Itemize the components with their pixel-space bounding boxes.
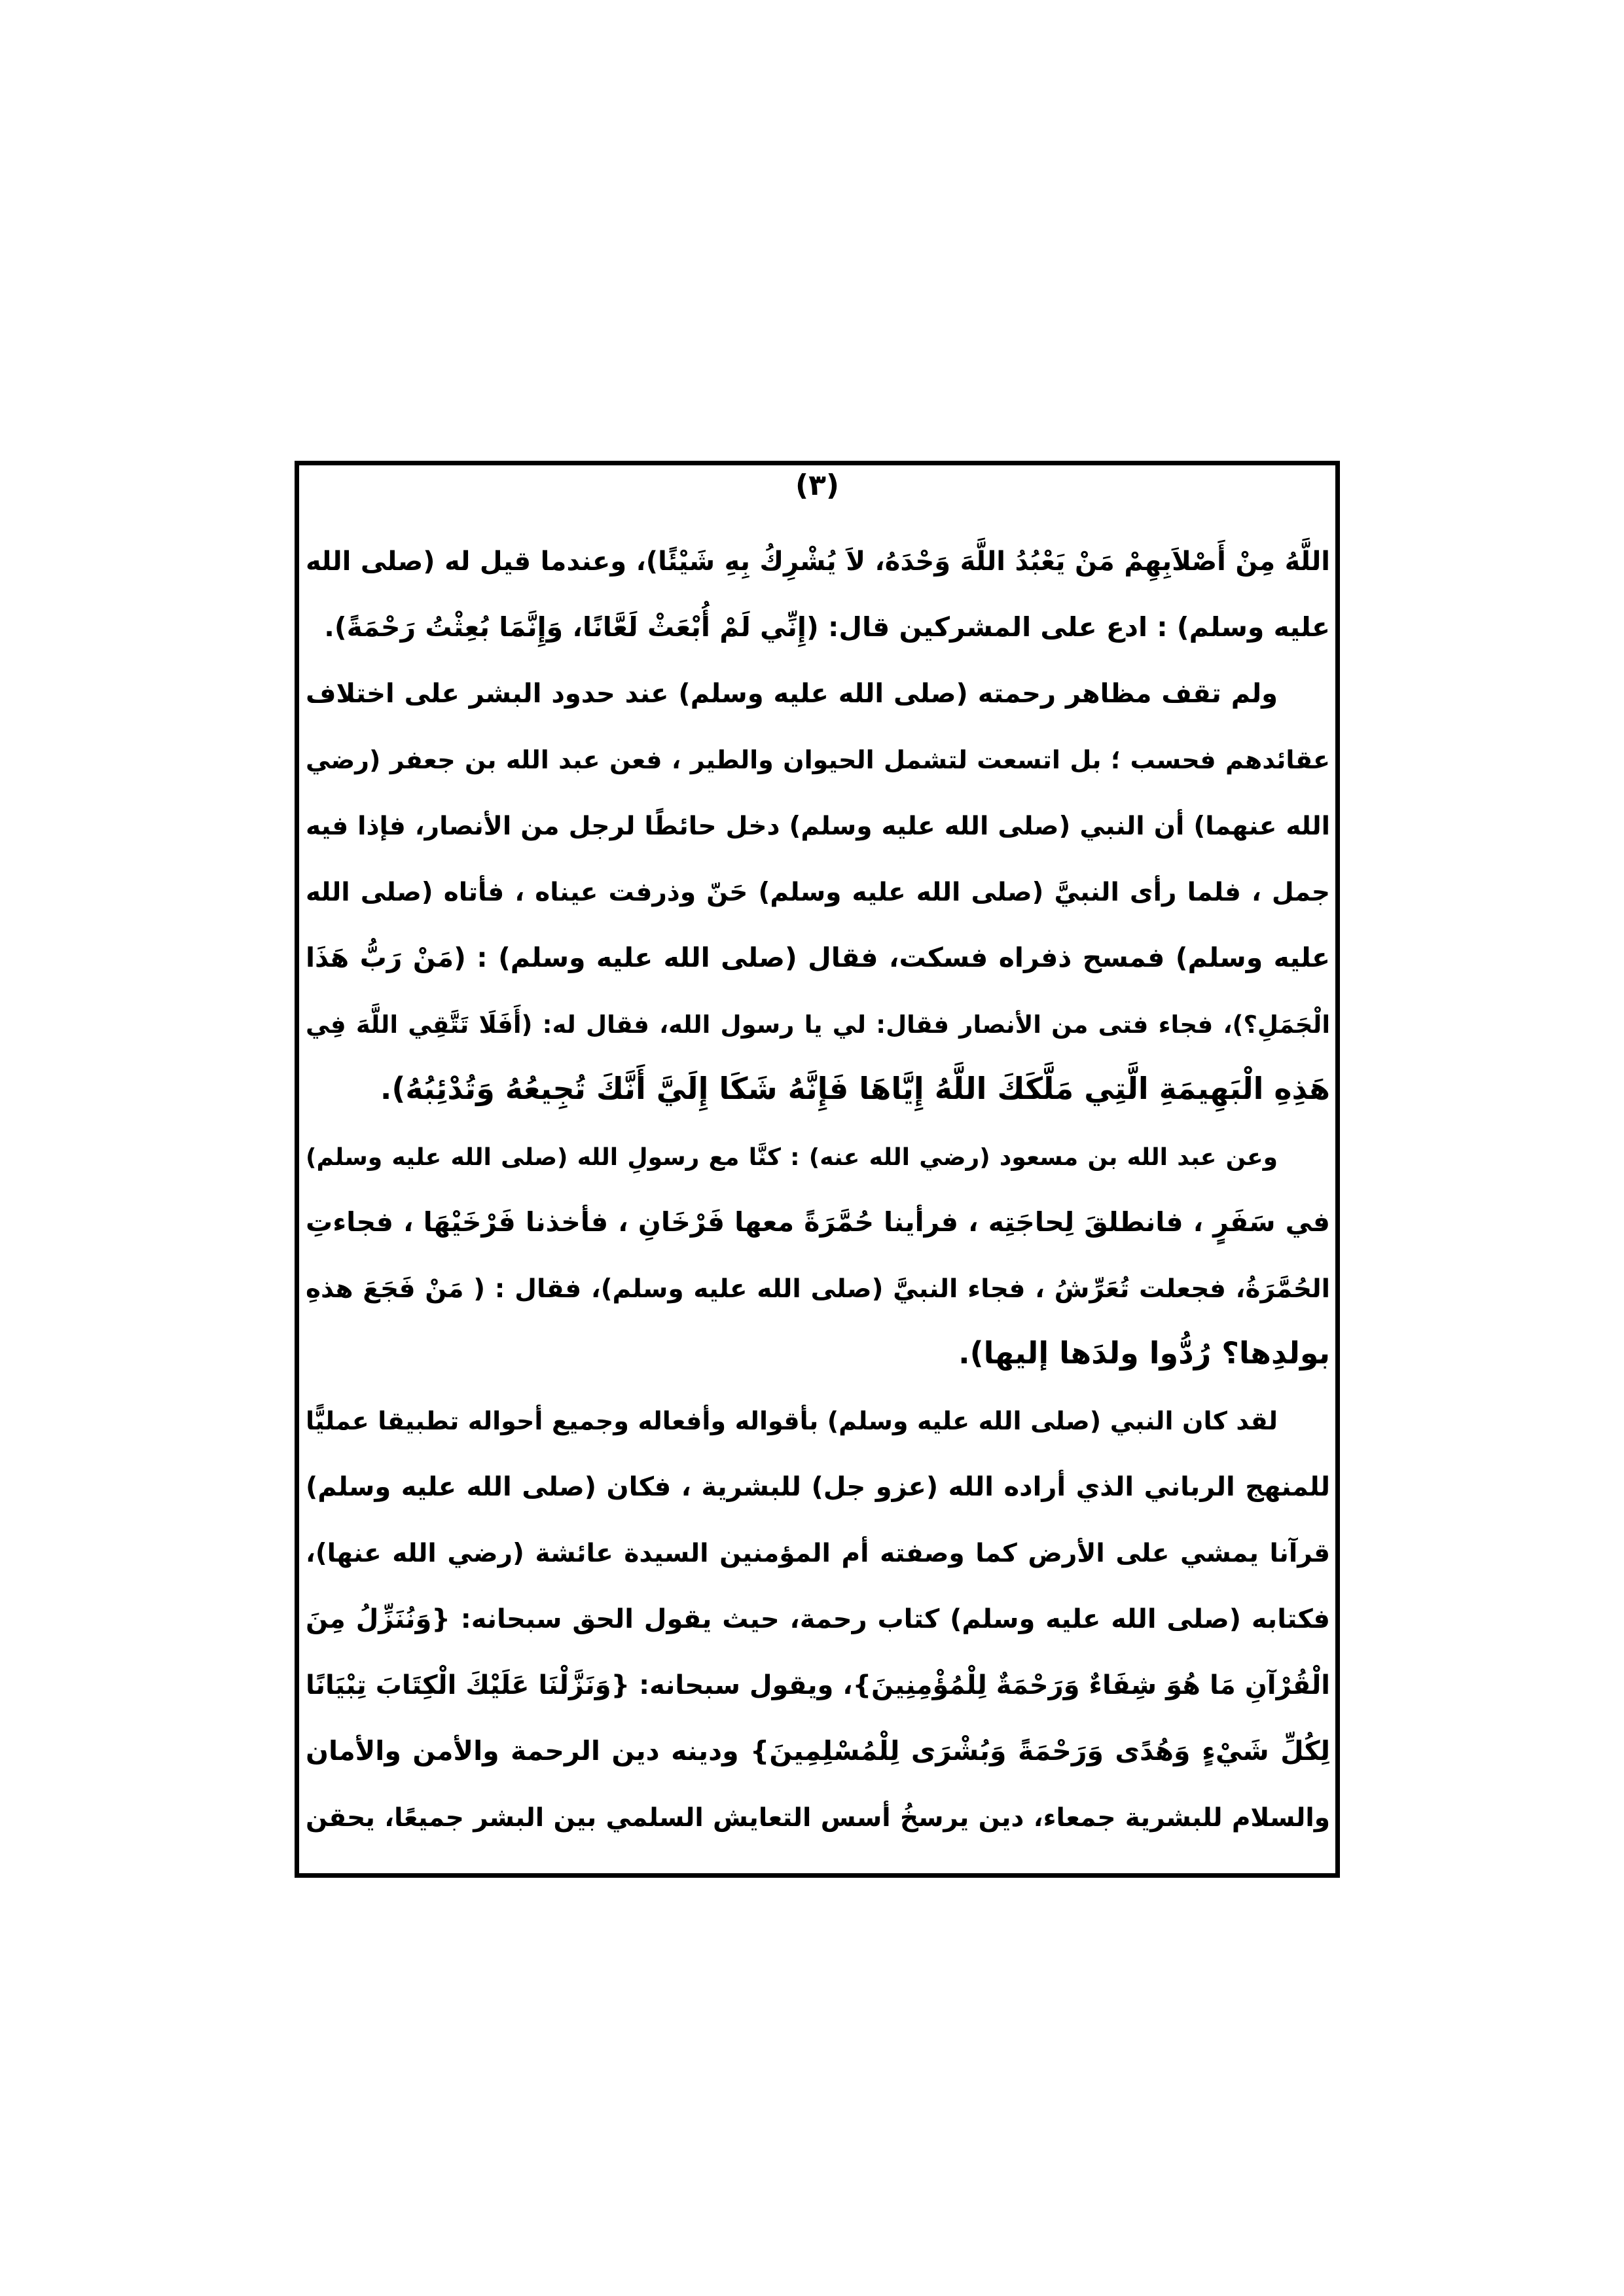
text-line	[304, 990, 1330, 1056]
body-text	[304, 527, 1330, 1849]
text-line-content: اللَّهُ مِنْ أَصْلاَبِهِمْ مَنْ يَعْبُدُ اللَّهَ وَحْدَهُ، لاَ يُشْرِكُ بِهِ شَيْئًا)، وعندما قيل له (صلى الله	[306, 547, 1330, 577]
text-line-content: الْقُرْآنِ مَا هُوَ شِفَاءٌ وَرَحْمَةٌ لِلْمُؤْمِنِينَ}، ويقول سبحانه: {وَنَزَّلْنَا عَلَيْكَ الْكِتَابَ تِبْيَانًا	[306, 1670, 1330, 1700]
text-line	[304, 791, 1330, 857]
text-line-content: فكتابه (صلى الله عليه وسلم) كتاب رحمة، حيث يقول الحق سبحانه: {وَنُنَزِّلُ مِنَ	[306, 1604, 1330, 1634]
text-line-content: قرآنا يمشي على الأرض كما وصفته أم المؤمنين السيدة عائشة (رضي الله عنها)،	[306, 1539, 1330, 1568]
text-line-content: عليه وسلم) فمسح ذفراه فسكت، فقال (صلى الله عليه وسلم) : (مَنْ رَبُّ هَذَا	[306, 942, 1330, 973]
text-line-content: في سَفَرٍ ، فانطلقَ لِحاجَتِه ، فرأينا حُمَّرَةً معها فَرْخَانِ ، فأخذنا فَرْخَيْهَا ، فجاءتِ	[306, 1206, 1330, 1238]
text-line	[304, 527, 1330, 593]
text-line	[304, 725, 1330, 791]
text-line	[304, 857, 1330, 924]
text-line	[304, 593, 1330, 659]
text-line-content: الحُمَّرَةُ، فجعلت تُعَرِّشُ ، فجاء النبيَّ (صلى الله عليه وسلم)، فقال : ( مَنْ فَجَعَ هذهِ	[306, 1274, 1330, 1304]
page-number: (٣)	[795, 469, 840, 502]
text-line-content: والسلام للبشرية جمعاء، دين يرسخُ أسس التعايش السلمي بين البشر جميعًا، يحقن	[306, 1803, 1330, 1833]
text-line	[304, 1585, 1330, 1651]
text-line	[304, 659, 1330, 725]
text-line	[304, 924, 1330, 990]
text-line	[304, 1122, 1330, 1188]
text-line-content: لقد كان النبي (صلى الله عليه وسلم) بأقواله وأفعاله وجميع أحواله تطبيقا عمليًّا	[306, 1407, 1278, 1435]
text-line-content: الله عنهما) أن النبي (صلى الله عليه وسلم) دخل حائطًا لرجل من الأنصار، فإذا فيه	[306, 812, 1330, 841]
text-line-content: للمنهج الرباني الذي أراده الله (عزو جل) للبشرية ، فكان (صلى الله عليه وسلم)	[306, 1472, 1330, 1502]
text-line	[304, 1254, 1330, 1320]
text-line	[304, 1188, 1330, 1254]
page-frame	[295, 461, 1340, 1878]
text-line-content: بولدِها؟ رُدُّوا ولدَها إليها).	[958, 1335, 1330, 1371]
text-line	[304, 1717, 1330, 1783]
text-line	[304, 1056, 1330, 1122]
text-line-content: عليه وسلم) : ادع على المشركين قال: (إِنِّي لَمْ أُبْعَثْ لَعَّانًا، وَإِنَّمَا بُعِثْتُ رَحْمَةً).	[324, 611, 1330, 643]
paragraph	[304, 659, 1330, 1122]
text-line	[304, 1320, 1330, 1386]
paragraph	[304, 527, 1330, 659]
text-line	[304, 1651, 1330, 1717]
paragraph	[304, 1386, 1330, 1849]
text-line-content: ولم تقف مظاهر رحمته (صلى الله عليه وسلم) عند حدود البشر على اختلاف	[306, 679, 1278, 709]
text-line-content: هَذِهِ الْبَهِيمَةِ الَّتِي مَلَّكَكَ اللَّهُ إِيَّاهَا فَإِنَّهُ شَكَا إِلَيَّ أَنَّكَ تُجِيعُهُ وَتُدْئِبُهُ).	[380, 1071, 1330, 1106]
text-line	[304, 1386, 1330, 1452]
text-line	[304, 1518, 1330, 1585]
text-line	[304, 1783, 1330, 1849]
text-line-content: جمل ، فلما رأى النبيَّ (صلى الله عليه وسلم) حَنّ وذرفت عيناه ، فأتاه (صلى الله	[306, 878, 1330, 907]
text-line-content: لِكُلِّ شَيْءٍ وَهُدًى وَرَحْمَةً وَبُشْرَى لِلْمُسْلِمِينَ} ودينه دين الرحمة والأمن والأمان	[306, 1735, 1330, 1767]
text-line-content: الْجَمَلِ؟)، فجاء فتى من الأنصار فقال: لي يا رسول الله، فقال له: (أَفَلَا تَتَّقِي اللَّهَ فِي	[306, 1011, 1330, 1039]
text-line-content: وعن عبد الله بن مسعود (رضي الله عنه) : كنَّا مع رسولِ الله (صلى الله عليه وسلم)	[306, 1144, 1278, 1171]
text-line	[304, 1452, 1330, 1518]
paragraph	[304, 1122, 1330, 1386]
text-line-content: عقائدهم فحسب ؛ بل اتسعت لتشمل الحيوان والطير ، فعن عبد الله بن جعفر (رضي	[306, 745, 1330, 774]
